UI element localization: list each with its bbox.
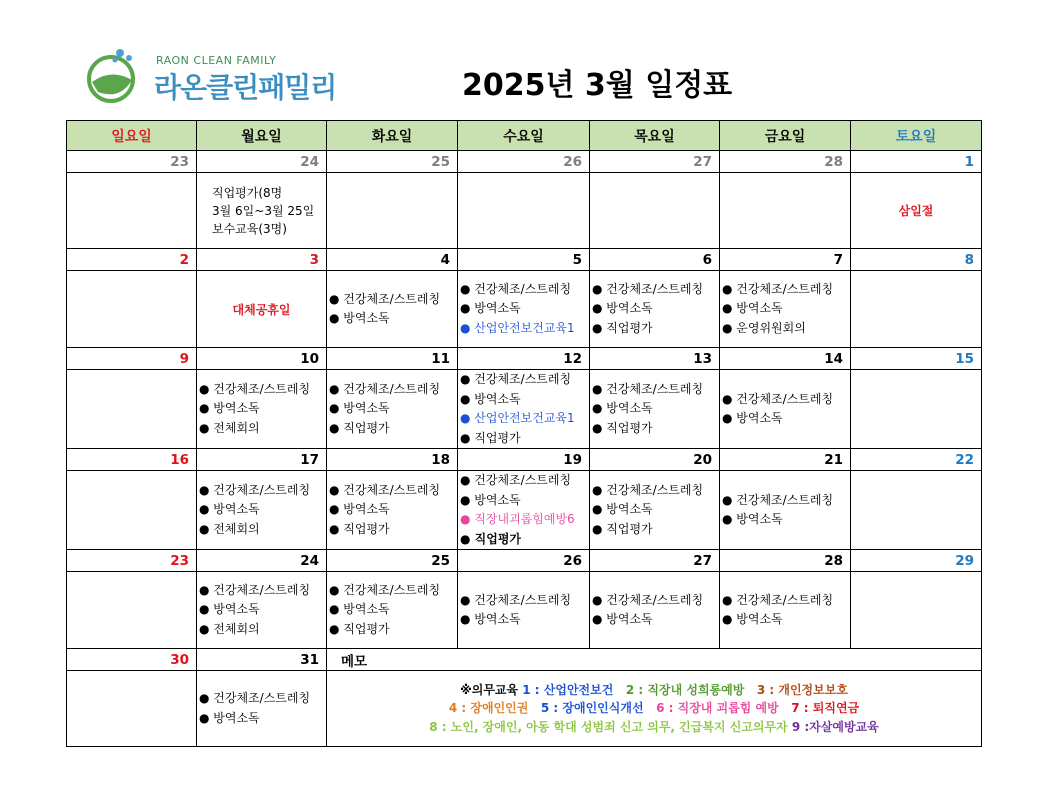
note-line: 직업평가(8명 bbox=[212, 185, 283, 200]
event-row bbox=[67, 271, 982, 348]
weekday-sat: 토요일 bbox=[851, 121, 982, 151]
event-item: ● 직업평가 bbox=[592, 521, 653, 536]
date-row bbox=[67, 449, 982, 471]
date-cell: 25 bbox=[327, 151, 458, 173]
event-item: ● 건강체조/스트레칭 bbox=[592, 592, 704, 607]
event-item: ● 방역소독 bbox=[722, 411, 783, 425]
legend-item-1: 1 : 산업안전보건 bbox=[522, 682, 614, 697]
date-cell: 26 bbox=[458, 550, 590, 572]
event-item: ● 전체회의 bbox=[199, 420, 260, 435]
event-cell bbox=[327, 271, 458, 348]
date-cell: 17 bbox=[197, 449, 327, 471]
logo bbox=[84, 46, 384, 106]
event-item: ● 건강체조/스트레칭 bbox=[722, 391, 834, 406]
event-cell bbox=[67, 572, 197, 649]
date-row bbox=[67, 249, 982, 271]
event-item: ● 방역소독 bbox=[199, 502, 260, 517]
event-cell bbox=[458, 173, 590, 249]
event-item: ● 방역소독 bbox=[329, 602, 390, 617]
date-cell: 31 bbox=[197, 649, 327, 671]
legend-item-7: 7 : 퇴직연금 bbox=[791, 701, 860, 716]
date-cell: 15 bbox=[851, 348, 982, 370]
legend-item-4: 4 : 장애인인권 bbox=[448, 701, 529, 716]
date-row bbox=[67, 151, 982, 173]
date-cell: 3 bbox=[197, 249, 327, 271]
event-cell bbox=[197, 471, 327, 550]
event-cell bbox=[327, 471, 458, 550]
date-cell: 9 bbox=[67, 348, 197, 370]
event-item: ● 방역소독 bbox=[592, 401, 653, 416]
event-cell bbox=[327, 572, 458, 649]
weekday-tue: 화요일 bbox=[327, 121, 458, 151]
event-item: ● 산업안전보건교육1 bbox=[460, 411, 575, 425]
event-cell bbox=[851, 370, 982, 449]
event-item: ● 방역소독 bbox=[722, 301, 783, 316]
weekday-sun: 일요일 bbox=[67, 121, 197, 151]
date-row bbox=[67, 649, 982, 671]
event-item: ● 건강체조/스트레칭 bbox=[722, 492, 834, 507]
event-cell bbox=[67, 671, 197, 747]
date-cell: 18 bbox=[327, 449, 458, 471]
event-cell bbox=[458, 370, 590, 449]
date-cell: 24 bbox=[197, 550, 327, 572]
date-cell: 29 bbox=[851, 550, 982, 572]
event-item: ● 건강체조/스트레칭 bbox=[199, 582, 311, 597]
date-cell: 24 bbox=[197, 151, 327, 173]
date-cell: 2 bbox=[67, 249, 197, 271]
event-cell bbox=[720, 572, 851, 649]
date-cell: 26 bbox=[458, 151, 590, 173]
event-item: ● 직업평가 bbox=[329, 521, 390, 536]
date-cell: 19 bbox=[458, 449, 590, 471]
date-cell: 23 bbox=[67, 151, 197, 173]
event-cell bbox=[458, 271, 590, 348]
legend-prefix: ※의무교육 bbox=[460, 682, 523, 697]
event-row bbox=[67, 173, 982, 249]
date-cell: 16 bbox=[67, 449, 197, 471]
date-cell: 30 bbox=[67, 649, 197, 671]
event-cell bbox=[851, 271, 982, 348]
date-cell: 8 bbox=[851, 249, 982, 271]
holiday-label: 삼일절 bbox=[851, 173, 982, 249]
memo-label: 메모 bbox=[327, 649, 982, 671]
event-item: ● 방역소독 bbox=[592, 612, 653, 626]
event-item: ● 방역소독 bbox=[460, 391, 521, 406]
event-item: ● 건강체조/스트레칭 bbox=[722, 592, 834, 607]
event-cell bbox=[851, 471, 982, 550]
event-item: ● 직업평가 bbox=[592, 420, 653, 435]
event-cell bbox=[720, 271, 851, 348]
event-item: ● 건강체조/스트레칭 bbox=[329, 381, 441, 396]
date-cell: 5 bbox=[458, 249, 590, 271]
date-cell: 1 bbox=[851, 151, 982, 173]
date-cell: 20 bbox=[590, 449, 720, 471]
event-item: ● 건강체조/스트레칭 bbox=[329, 482, 441, 497]
event-item: ● 건강체조/스트레칭 bbox=[592, 482, 704, 497]
event-item: ● 직업평가 bbox=[592, 320, 653, 335]
legend-item-9: 9 :자살예방교육 bbox=[791, 719, 879, 734]
event-cell bbox=[327, 370, 458, 449]
event-cell bbox=[590, 370, 720, 449]
legend-item-2: 2 : 직장내 성희롱예방 bbox=[625, 682, 745, 697]
event-item: ● 건강체조/스트레칭 bbox=[592, 281, 704, 296]
weekday-fri: 금요일 bbox=[720, 121, 851, 151]
event-cell bbox=[197, 572, 327, 649]
event-item: ● 방역소독 bbox=[199, 401, 260, 416]
event-cell bbox=[590, 271, 720, 348]
date-cell: 14 bbox=[720, 348, 851, 370]
memo-content bbox=[327, 671, 982, 747]
date-cell: 22 bbox=[851, 449, 982, 471]
event-item: ● 운영위원회의 bbox=[722, 320, 806, 335]
event-item: ● 건강체조/스트레칭 bbox=[460, 281, 572, 296]
event-item: ● 직업평가 bbox=[329, 621, 390, 636]
event-item: ● 방역소독 bbox=[722, 612, 783, 626]
date-cell: 28 bbox=[720, 550, 851, 572]
event-item: ● 건강체조/스트레칭 bbox=[199, 381, 311, 396]
event-item: ● 직업평가 bbox=[460, 430, 521, 445]
legend-item-5: 5 : 장애인인식개선 bbox=[540, 701, 644, 716]
event-item: ● 건강체조/스트레칭 bbox=[329, 291, 441, 306]
event-item: ● 방역소독 bbox=[329, 311, 390, 325]
event-item: ● 방역소독 bbox=[199, 602, 260, 617]
page-title: 2025년 3월 일정표 bbox=[462, 68, 733, 103]
logo-name: 라온클린패밀리 bbox=[154, 71, 337, 104]
date-cell: 21 bbox=[720, 449, 851, 471]
event-cell bbox=[67, 173, 197, 249]
date-cell: 4 bbox=[327, 249, 458, 271]
event-item: ● 건강체조/스트레칭 bbox=[199, 691, 311, 705]
event-cell bbox=[590, 572, 720, 649]
date-cell: 12 bbox=[458, 348, 590, 370]
logo-subtitle: RAON CLEAN FAMILY bbox=[156, 54, 277, 67]
event-row bbox=[67, 572, 982, 649]
date-cell: 28 bbox=[720, 151, 851, 173]
calendar-table bbox=[66, 120, 982, 747]
event-cell bbox=[720, 370, 851, 449]
date-cell: 27 bbox=[590, 151, 720, 173]
event-item: ● 방역소독 bbox=[460, 492, 521, 507]
event-item: ● 방역소독 bbox=[329, 401, 390, 416]
event-item: ● 방역소독 bbox=[722, 512, 783, 526]
event-cell bbox=[67, 271, 197, 348]
event-row bbox=[67, 671, 982, 747]
event-item: ● 산업안전보건교육1 bbox=[460, 320, 575, 335]
event-item: ● 전체회의 bbox=[199, 521, 260, 536]
event-cell bbox=[720, 173, 851, 249]
mandatory-education-legend bbox=[327, 681, 981, 737]
event-item: ● 방역소독 bbox=[592, 301, 653, 316]
date-cell: 7 bbox=[720, 249, 851, 271]
event-item: ● 방역소독 bbox=[460, 301, 521, 316]
event-row bbox=[67, 370, 982, 449]
legend-item-3: 3 : 개인정보보호 bbox=[756, 682, 848, 697]
event-item: ● 건강체조/스트레칭 bbox=[722, 281, 834, 296]
event-item: ● 직업평가 bbox=[329, 420, 390, 435]
event-cell bbox=[197, 671, 327, 747]
event-row bbox=[67, 471, 982, 550]
weekday-thu: 목요일 bbox=[590, 121, 720, 151]
weekday-header-row bbox=[67, 121, 982, 151]
event-item: ● 건강체조/스트레칭 bbox=[199, 482, 311, 497]
legend-item-8: 8 : 노인, 장애인, 아동 학대 성범죄 신고 의무, 긴급복지 신고의무자 bbox=[429, 719, 788, 734]
weekday-wed: 수요일 bbox=[458, 121, 590, 151]
event-cell bbox=[720, 471, 851, 550]
date-cell: 25 bbox=[327, 550, 458, 572]
event-cell bbox=[197, 173, 327, 249]
event-item: ● 건강체조/스트레칭 bbox=[592, 381, 704, 396]
event-cell bbox=[851, 572, 982, 649]
event-cell bbox=[67, 370, 197, 449]
date-cell: 23 bbox=[67, 550, 197, 572]
holiday-label: 대체공휴일 bbox=[197, 271, 327, 348]
event-item: ● 방역소독 bbox=[329, 502, 390, 517]
event-item: ● 건강체조/스트레칭 bbox=[460, 473, 572, 487]
event-item: ● 직업평가 bbox=[460, 531, 522, 546]
date-cell: 10 bbox=[197, 348, 327, 370]
event-item: ● 건강체조/스트레칭 bbox=[460, 592, 572, 607]
event-item: ● 건강체조/스트레칭 bbox=[329, 582, 441, 597]
event-item: ● 전체회의 bbox=[199, 621, 260, 636]
date-cell: 11 bbox=[327, 348, 458, 370]
note-list bbox=[197, 184, 326, 238]
event-cell bbox=[67, 471, 197, 550]
legend-item-6: 6 : 직장내 괴롭힘 예방 bbox=[656, 701, 779, 716]
event-item: ● 건강체조/스트레칭 bbox=[460, 372, 572, 386]
event-cell bbox=[590, 173, 720, 249]
logo-leaf-icon bbox=[84, 46, 144, 106]
event-item: ● 방역소독 bbox=[199, 710, 260, 725]
note-line: 보수교육(3명) bbox=[212, 221, 287, 236]
date-row bbox=[67, 348, 982, 370]
date-cell: 27 bbox=[590, 550, 720, 572]
date-row bbox=[67, 550, 982, 572]
event-cell bbox=[590, 471, 720, 550]
event-item: ● 방역소독 bbox=[592, 502, 653, 517]
event-item: ● 직장내괴롭힘예방6 bbox=[460, 512, 575, 526]
event-item: ● 방역소독 bbox=[460, 612, 521, 626]
date-cell: 6 bbox=[590, 249, 720, 271]
event-cell bbox=[197, 370, 327, 449]
event-cell bbox=[327, 173, 458, 249]
note-line: 3월 6일~3월 25일 bbox=[212, 203, 315, 218]
event-cell bbox=[458, 471, 590, 550]
event-cell bbox=[458, 572, 590, 649]
weekday-mon: 월요일 bbox=[197, 121, 327, 151]
date-cell: 13 bbox=[590, 348, 720, 370]
